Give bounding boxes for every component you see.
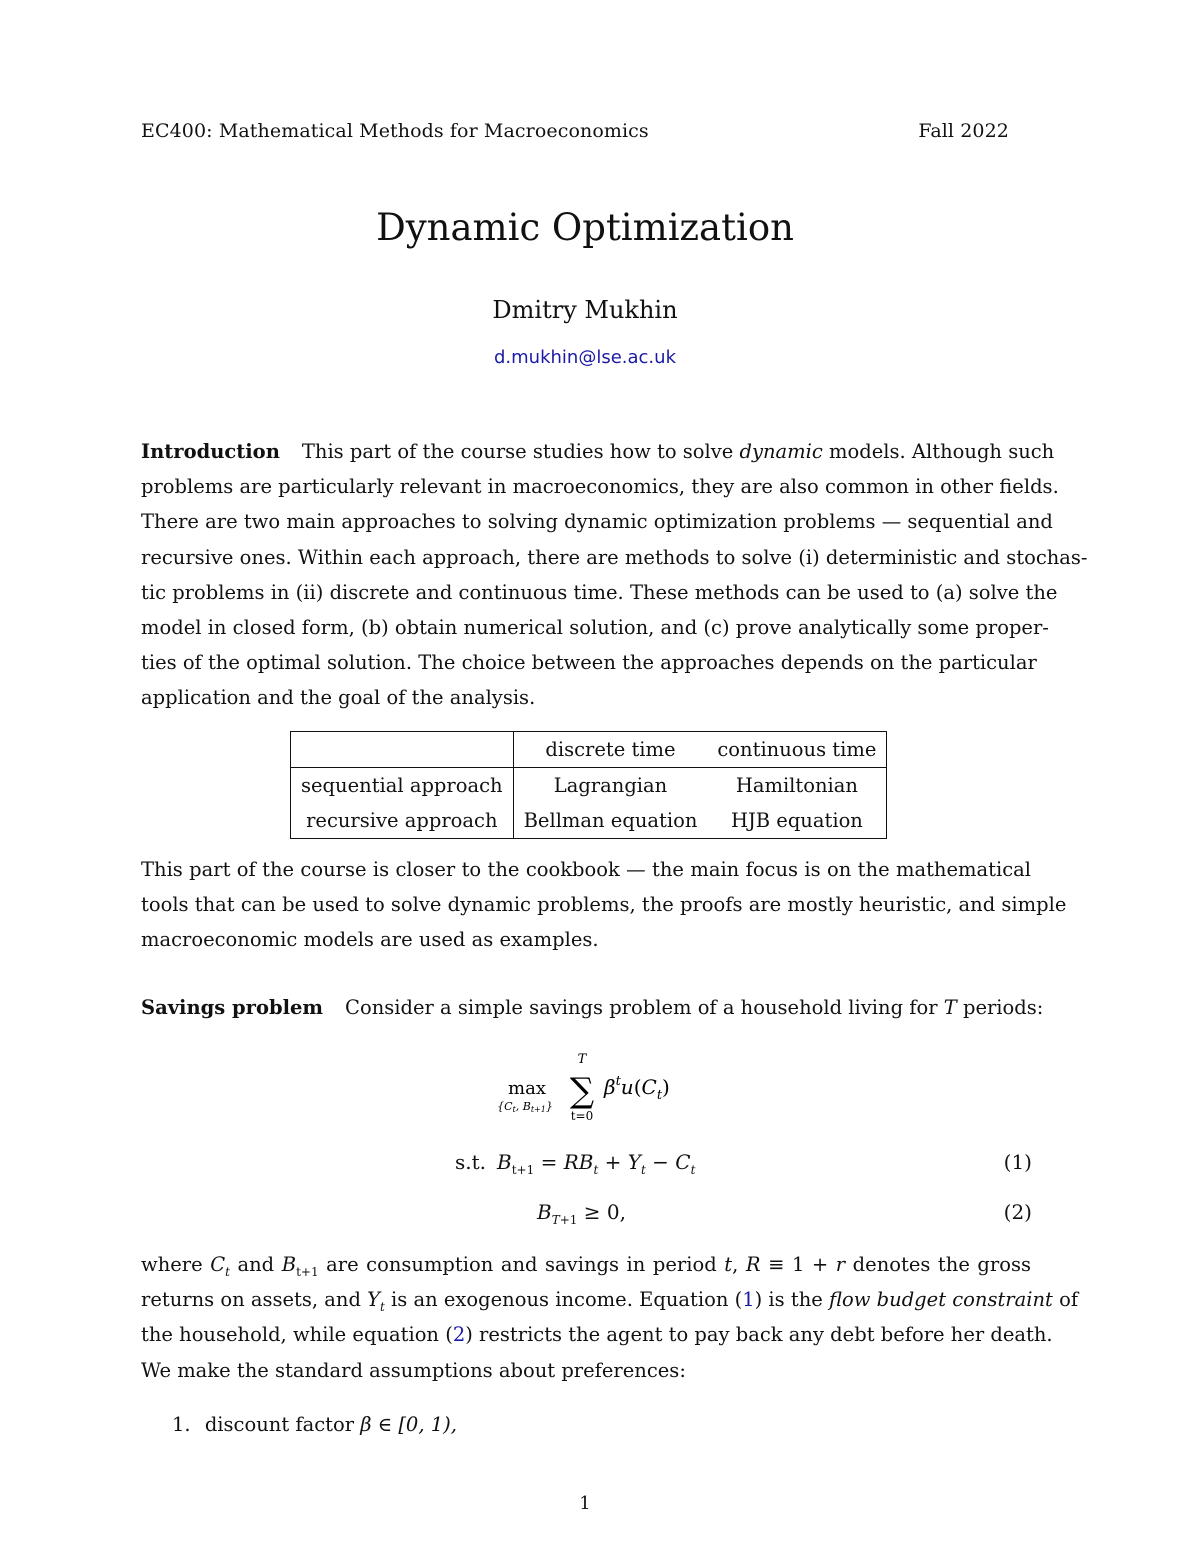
paragraph-line (141, 1282, 1079, 1317)
course-header: EC400: Mathematical Methods for Macroeconomics (141, 120, 649, 142)
intro-line-1 (141, 434, 1055, 469)
intro-line: model in closed form, (b) obtain numerical solution, and (c) prove analytically some proper- (141, 615, 1049, 639)
cookbook-paragraph (141, 852, 1067, 958)
text: ) restricts the agent to pay back any debt before her death. (465, 1323, 1053, 1347)
intro-line: ties of the optimal solution. The choice between the approaches depends on the particular (141, 651, 1037, 675)
approaches-table (290, 731, 887, 839)
text: denotes the gross (845, 1253, 1031, 1276)
text: of (1052, 1288, 1079, 1312)
definitions-paragraph (141, 1247, 1079, 1388)
term-header: Fall 2022 (918, 120, 1009, 142)
table-corner-cell (291, 732, 514, 768)
intro-paragraph (141, 434, 1088, 716)
intro-line: application and the goal of the analysis. (141, 686, 536, 710)
math-Y-t: $Y_t$ (367, 1288, 385, 1315)
list-item-text: discount factor (204, 1413, 355, 1436)
paragraph-line: tools that can be used to solve dynamic problems, the proofs are mostly heuristic, and simple (141, 893, 1067, 917)
intro-text: models. Although such (822, 440, 1055, 463)
equation-1-link[interactable]: 1 (742, 1288, 755, 1312)
intro-heading: Introduction (141, 440, 280, 463)
paragraph-line (141, 1247, 1031, 1282)
intro-line: recursive ones. Within each approach, there are methods to solve (i) deterministic and stochas- (141, 545, 1088, 569)
paragraph-line (141, 1317, 1053, 1352)
table-row (291, 803, 887, 839)
intro-text: This part of the course studies how to solve (301, 440, 740, 463)
sum-symbol: ∑ (569, 1071, 595, 1111)
intro-emph: dynamic (739, 440, 823, 463)
equation-prefix: s.t. (455, 1150, 487, 1174)
text: the household, while equation ( (141, 1323, 453, 1347)
equation-2-link[interactable]: 2 (452, 1323, 466, 1347)
savings-heading: Savings problem (141, 996, 324, 1019)
math-R-def: R ≡ 1 + r (745, 1253, 846, 1276)
table-cell: Hamiltonian (735, 774, 858, 797)
budget-constraint: $B_{t+1} = RB_t + Y_t - C_t$ (497, 1150, 696, 1177)
table-row-header: sequential approach (291, 768, 514, 804)
author-name: Dmitry Mukhin (492, 296, 678, 324)
list-item-number: 1. (172, 1413, 191, 1436)
table-header-row (291, 732, 887, 768)
page-title: Dynamic Optimization (376, 206, 794, 249)
sum-upper-limit: T (577, 1052, 587, 1067)
math-var-T: T (943, 996, 957, 1019)
text: returns on assets, and (141, 1288, 368, 1312)
table-row (291, 768, 887, 804)
math-B-t1: $B_{t+1}$ (281, 1253, 319, 1279)
table-cell: Bellman equation (523, 809, 698, 832)
intro-line: problems are particularly relevant in macroeconomics, they are also common in other fields. (141, 475, 1059, 499)
text: where (141, 1253, 211, 1276)
intro-line: tic problems in (ii) discrete and continuous time. These methods can be used to (a) solve the (141, 580, 1058, 604)
paragraph-line: This part of the course is closer to the cookbook — the main focus is on the mathematical (141, 858, 1031, 881)
paragraph-line: macroeconomic models are used as examples. (141, 928, 599, 952)
savings-line (141, 990, 1044, 1025)
table-row-header: recursive approach (291, 803, 514, 839)
savings-text: periods: (956, 996, 1044, 1019)
objective-body: $\beta^tu(C_t)$ (604, 1074, 670, 1103)
table-cell: Lagrangian (553, 774, 668, 797)
emph-text: flow budget constraint (829, 1288, 1053, 1312)
text: is an exogenous income. Equation ( (384, 1288, 743, 1312)
equation-number: (1) (1003, 1150, 1032, 1174)
author-email-link[interactable]: d.mukhin@lse.ac.uk (494, 347, 676, 368)
table-col-header: continuous time (707, 732, 887, 768)
list-item-math: β ∈ [0, 1), (360, 1413, 457, 1436)
math-t: t (724, 1253, 733, 1276)
savings-paragraph (141, 990, 1044, 1025)
text: and (229, 1253, 282, 1276)
objective-equation (470, 1050, 730, 1120)
max-subscript: {Ct, Bt+1} (497, 1100, 553, 1114)
table-cell: HJB equation (730, 809, 863, 832)
savings-text: Consider a simple savings problem of a household living for (345, 996, 944, 1019)
page-number: 1 (579, 1493, 591, 1514)
terminal-condition: $B_{T+1} \ge 0$, (537, 1200, 626, 1227)
list-item (172, 1413, 457, 1436)
math-C-t: $C_t$ (210, 1253, 230, 1279)
equation-number: (2) (1003, 1200, 1032, 1224)
sum-lower-limit: t=0 (570, 1109, 594, 1120)
intro-line: There are two main approaches to solving dynamic optimization problems — sequential and (141, 510, 1053, 534)
max-operator: max (508, 1078, 546, 1099)
text: ) is the (754, 1288, 830, 1312)
paragraph-line: We make the standard assumptions about preferences: (141, 1358, 686, 1382)
text: are consumption and savings in period (318, 1253, 725, 1276)
text: , (732, 1253, 746, 1276)
table-col-header: discrete time (513, 732, 707, 768)
